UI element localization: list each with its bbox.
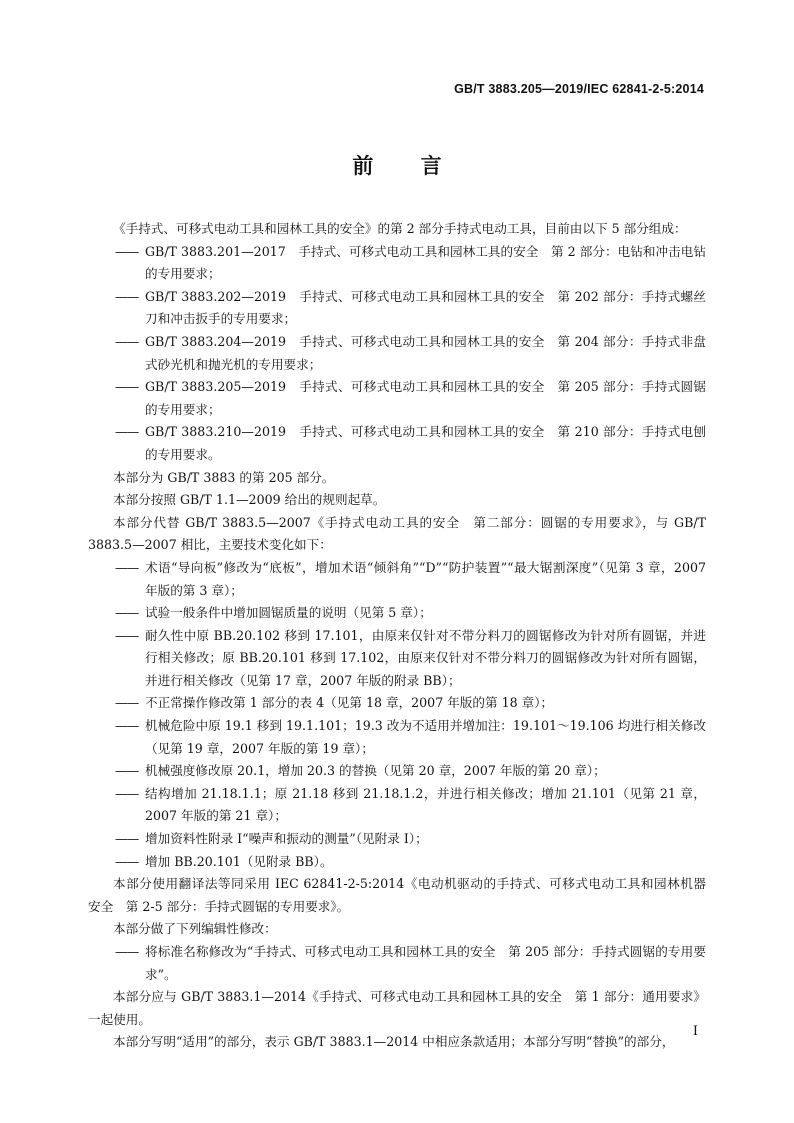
page-title (0, 150, 794, 180)
part-list-item (88, 376, 706, 421)
dash-mark: —— (115, 627, 139, 643)
dash-mark: —— (115, 763, 139, 779)
dash-mark: —— (115, 944, 139, 959)
part-text: GB/T 3883.202—2019 手持式、可移式电动工具和园林工具的安全 第 202 部分：手持式螺丝刀和冲击扳手的专用要求； (145, 288, 706, 327)
change-text: 增加资料性附录 I“噪声和振动的测量”（见附录 I）； (145, 831, 428, 847)
change-text: 增加 BB.20.101（见附录 BB）。 (145, 853, 333, 869)
change-text: 试验一般条件中增加圆锯质量的说明（见第 5 章）； (145, 605, 432, 621)
dash-mark: —— (115, 718, 139, 734)
drafting-rules-paragraph: 本部分按照 GB/T 1.1—2009 给出的规则起草。 (113, 492, 386, 508)
change-list-item (88, 557, 706, 602)
change-text: 机械危险中原 19.1 移到 19.1.101；19.3 改为不适用并增加注：19.101～19.106 均进行相关修改（见第 19 章，2007 年版的第 19 章）； (145, 718, 706, 756)
part-list-item (88, 421, 706, 466)
editorial-intro-paragraph: 本部分做了下列编辑性修改： (113, 921, 277, 937)
dash-mark: —— (115, 379, 139, 395)
dash-mark: —— (115, 853, 139, 869)
dash-mark: —— (115, 695, 139, 711)
change-text: 机械强度修改原 20.1，增加 20.3 的替换（见第 20 章，2007 年版的第 20 章）； (145, 763, 606, 779)
part-list-item (88, 241, 706, 286)
use-with-paragraph: 本部分应与 GB/T 3883.1—2014《手持式、可移式电动工具和园林工具的安全 第 1 部分：通用要求》一起使用。 (88, 989, 706, 1027)
editorial-text: 将标准名称修改为“手持式、可移式电动工具和园林工具的安全 第 205 部分：手持式圆锯的专用要求”。 (145, 944, 706, 982)
change-list-item (88, 625, 706, 693)
part-list-item (88, 286, 706, 331)
change-list-item (88, 828, 706, 851)
dash-mark: —— (115, 243, 139, 259)
change-list-item (88, 760, 706, 783)
part-text: GB/T 3883.205—2019 手持式、可移式电动工具和园林工具的安全 第 205 部分：手持式圆锯的专用要求； (145, 379, 706, 417)
part-text: GB/T 3883.204—2019 手持式、可移式电动工具和园林工具的安全 第 204 部分：手持式非盘式砂光机和抛光机的专用要求； (145, 333, 706, 372)
part-list-item (88, 331, 706, 376)
dash-mark: —— (115, 785, 139, 801)
change-list-item (88, 783, 706, 828)
adoption-paragraph: 本部分使用翻译法等同采用 IEC 62841-2-5:2014《电动机驱动的手持式、可移式电动工具和园林机器 安全 第 2-5 部分：手持式圆锯的专用要求》。 (88, 876, 719, 914)
applicability-paragraph: 本部分写明“适用”的部分，表示 GB/T 3883.1—2014 中相应条款适用；本部分写明“替换”的部分， (113, 1034, 675, 1050)
change-list-item (88, 602, 706, 625)
change-text: 术语“导向板”修改为“底板”，增加术语“倾斜角”“D”“防护装置”“最大锯割深度”（见第 3 章，2007 年版的第 3 章）； (145, 559, 706, 598)
dash-mark: —— (115, 288, 139, 304)
dash-mark: —— (115, 605, 139, 621)
editorial-list-item (88, 941, 706, 986)
change-list-item (88, 692, 706, 715)
title-char-2: 言 (420, 153, 442, 178)
page-number: I (692, 1024, 698, 1039)
change-text: 不正常操作修改第 1 部分的表 4（见第 18 章，2007 年版的第 18 章）； (145, 695, 554, 711)
part-text: GB/T 3883.201—2017 手持式、可移式电动工具和园林工具的安全 第 2 部分：电钻和冲击电钻的专用要求； (145, 243, 706, 282)
intro-paragraph: 《手持式、可移式电动工具和园林工具的安全》的第 2 部分手持式电动工具，目前由以下 5 部分组成： (113, 221, 687, 236)
part-text: GB/T 3883.210—2019 手持式、可移式电动工具和园林工具的安全 第 210 部分：手持式电刨的专用要求。 (145, 424, 706, 462)
change-text: 结构增加 21.18.1.1；原 21.18 移到 21.18.1.2，并进行相关修改；增加 21.101（见第 21 章，2007 年版的第 21 章）； (145, 785, 706, 824)
change-text: 耐久性中原 BB.20.102 移到 17.101，由原来仅针对不带分料刀的圆锯修改为针对所有圆锯，并进行相关修改；原 BB.20.101 移到 17.102，由原来仅针对不带分料刀的圆锯修改为针对所有圆锯，并进行相关修改（见第 17 章，2007 年版的附录 BB）； (145, 627, 706, 688)
dash-mark: —— (115, 424, 139, 440)
dash-mark: —— (115, 831, 139, 847)
change-list-item (88, 715, 706, 760)
dash-mark: —— (115, 333, 139, 349)
standard-code-header: GB/T 3883.205—2019/IEC 62841-2-5:2014 (454, 82, 704, 96)
dash-mark: —— (115, 559, 139, 575)
replacement-paragraph: 本部分代替 GB/T 3883.5—2007《手持式电动工具的安全 第二部分：圆锯的专用要求》，与 GB/T 3883.5—2007 相比，主要技术变化如下： (88, 514, 706, 553)
foreword-body (88, 218, 719, 1054)
change-list-item (88, 851, 706, 874)
part-number-paragraph: 本部分为 GB/T 3883 的第 205 部分。 (113, 469, 335, 485)
title-char-1: 前 (352, 153, 374, 178)
